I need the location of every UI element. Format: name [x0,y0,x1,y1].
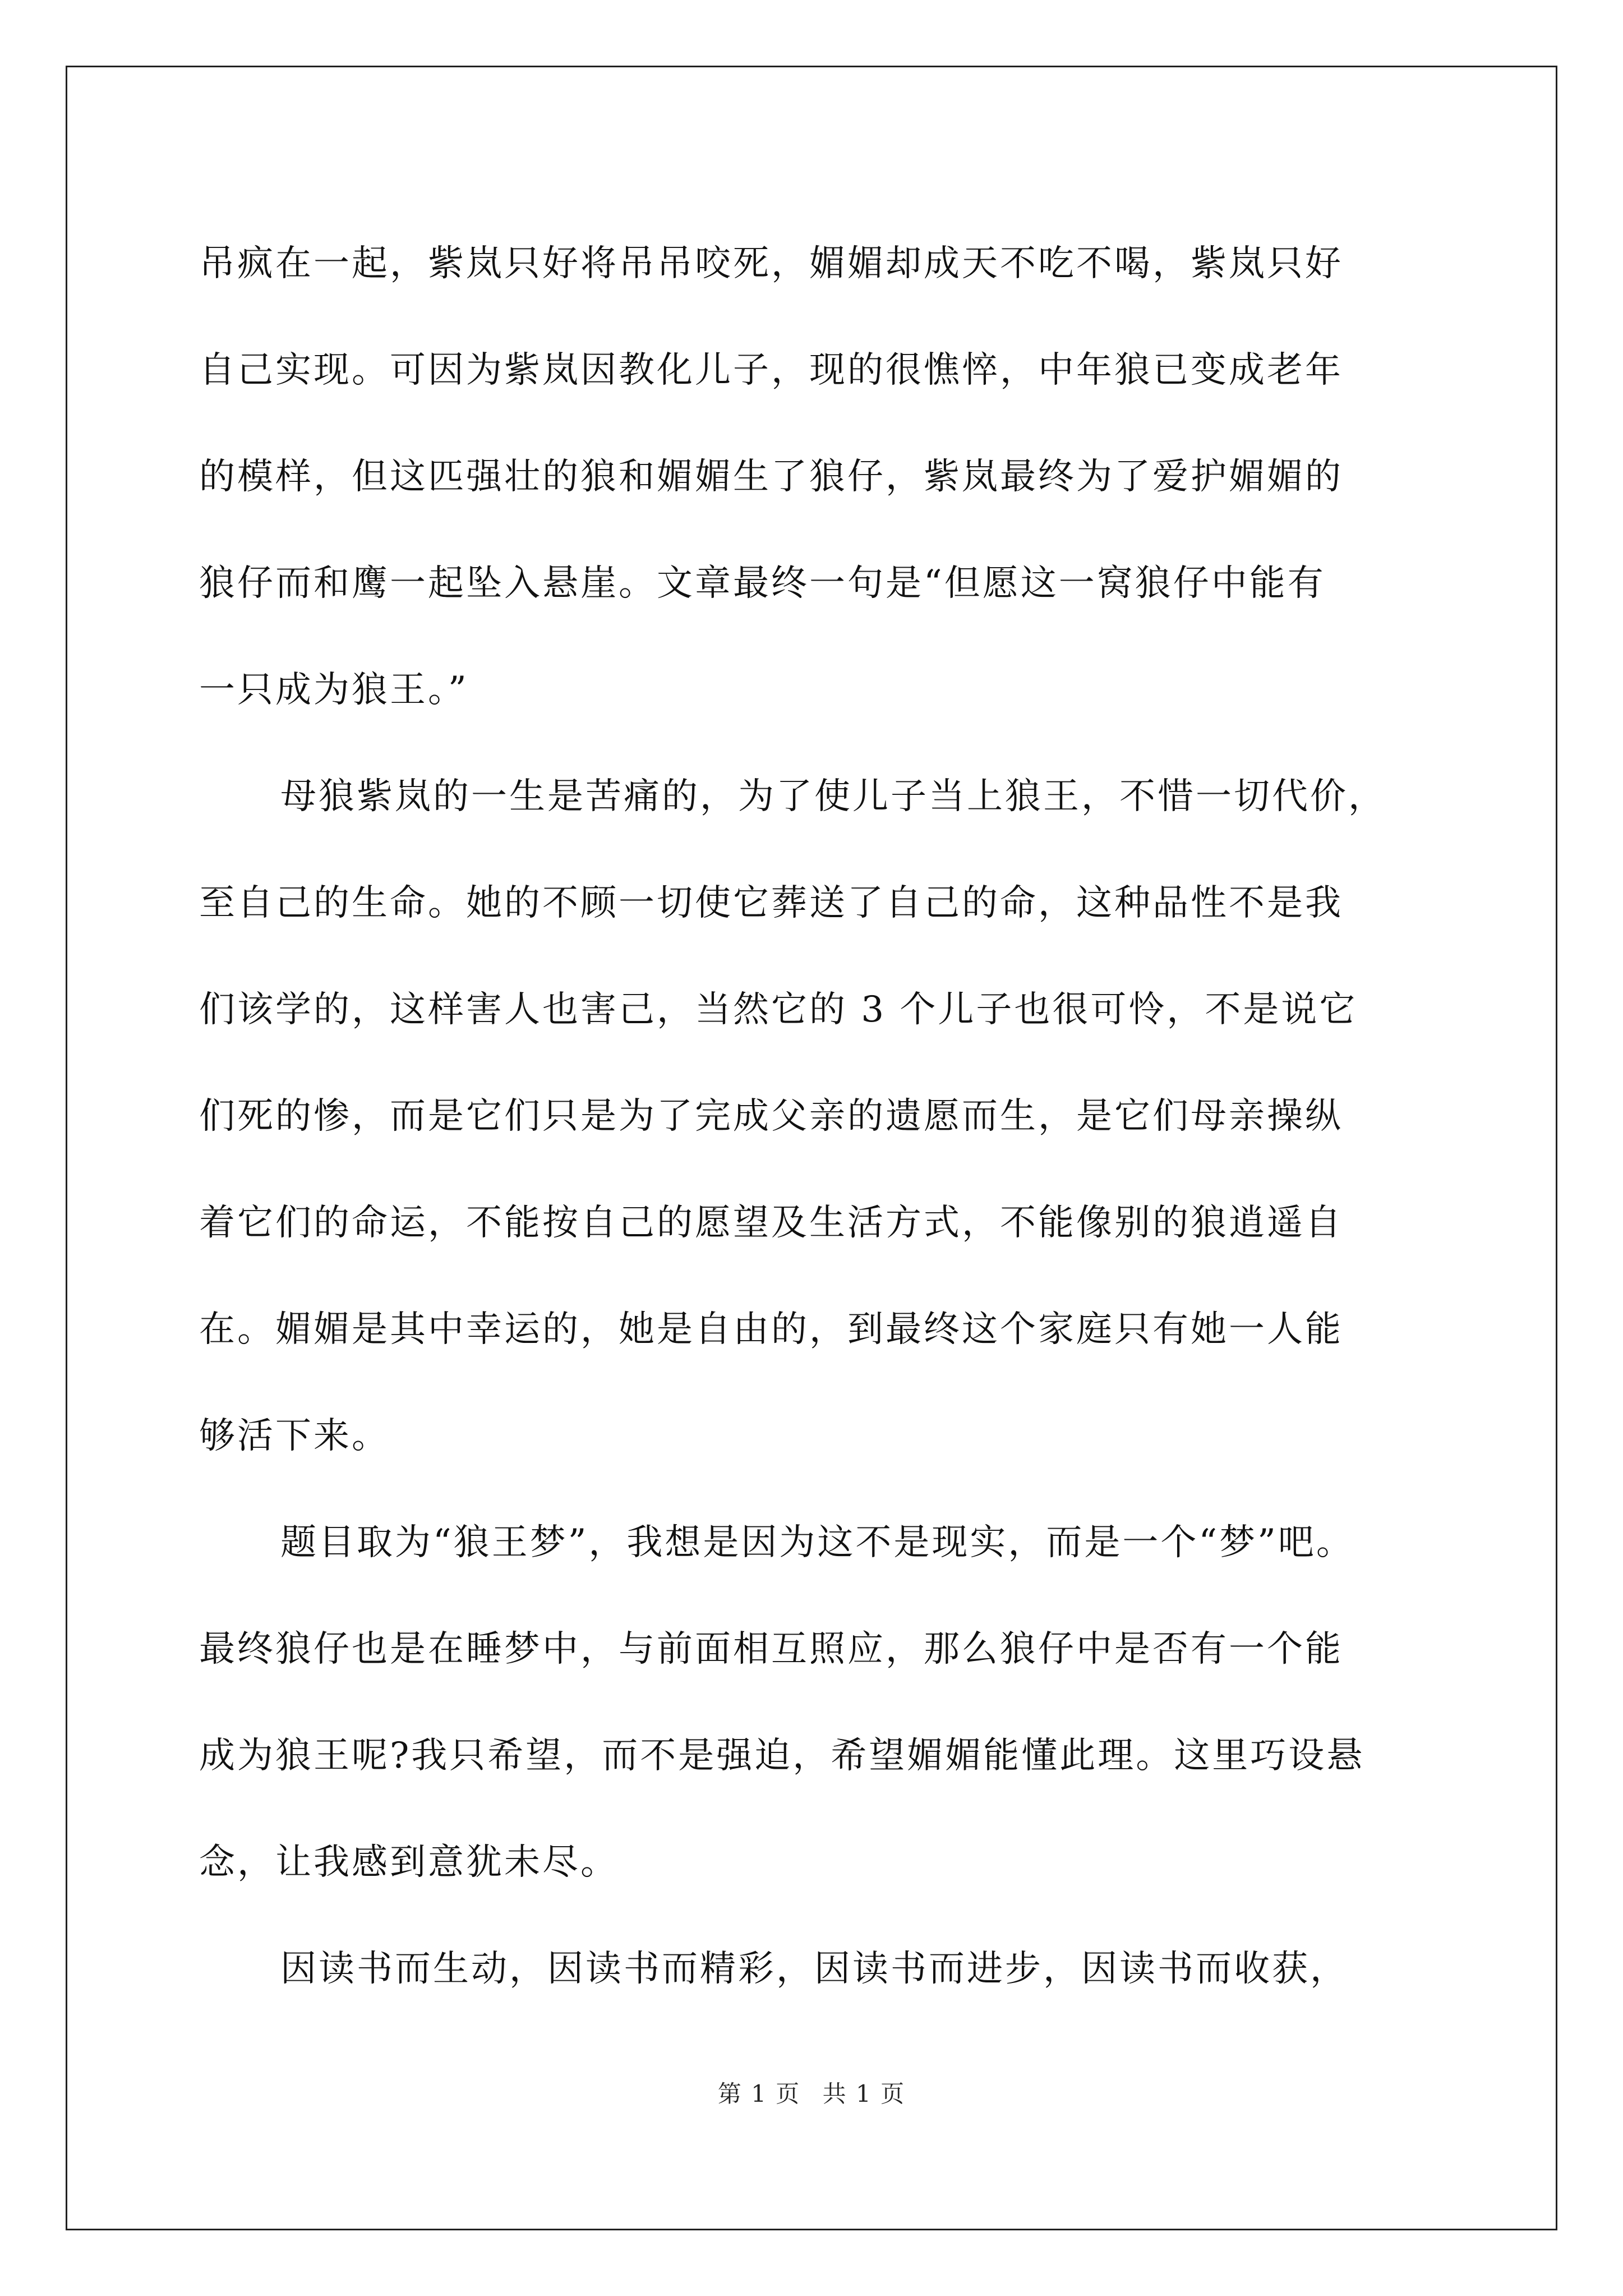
text-line: 狼仔而和鹰一起坠入悬崖。文章最终一句是“但愿这一窝狼仔中能有 [199,563,1326,604]
page-footer [0,2076,1623,2109]
page-number: 第 1 页 [717,2080,801,2108]
text-line: 自己实现。可因为紫岚因教化儿子，现的很憔悴，中年狼已变成老年 [199,349,1343,391]
text-line: 至自己的生命。她的不顾一切使它葬送了自己的命，这种品性不是我 [199,882,1343,924]
paragraph-first-line: 题目取为“狼王梦”，我想是因为这不是现实，而是一个“梦”吧。 [280,1522,1354,1563]
text-line: 成为狼王呢?我只希望，而不是强迫，希望媚媚能懂此理。这里巧设悬 [199,1735,1365,1777]
document-body [199,210,1433,2022]
text-line: 们该学的，这样害人也害己，当然它的 3 个儿子也很可怜，不是说它 [199,989,1358,1030]
paragraph-first-line: 因读书而生动，因读书而精彩，因读书而进步，因读书而收获， [280,1948,1348,1990]
text-line: 吊疯在一起，紫岚只好将吊吊咬死，媚媚却成天不吃不喝，紫岚只好 [199,243,1343,284]
text-line: 们死的惨，而是它们只是为了完成父亲的遗愿而生，是它们母亲操纵 [199,1096,1343,1137]
text-line: 念，让我感到意犹未尽。 [199,1842,619,1883]
text-line: 最终狼仔也是在睡梦中，与前面相互照应，那么狼仔中是否有一个能 [199,1628,1343,1670]
text-line: 在。媚媚是其中幸运的，她是自由的，到最终这个家庭只有她一人能 [199,1309,1343,1350]
page-total: 共 1 页 [822,2080,906,2108]
text-line: 够活下来。 [199,1415,390,1457]
paragraph-first-line: 母狼紫岚的一生是苦痛的，为了使儿子当上狼王，不惜一切代价， [280,776,1386,817]
text-line: 着它们的命运，不能按自己的愿望及生活方式，不能像别的狼逍遥自 [199,1202,1343,1244]
text-line: 一只成为狼王。” [199,669,469,711]
text-line: 的模样，但这匹强壮的狼和媚媚生了狼仔，紫岚最终为了爱护媚媚的 [199,456,1343,498]
